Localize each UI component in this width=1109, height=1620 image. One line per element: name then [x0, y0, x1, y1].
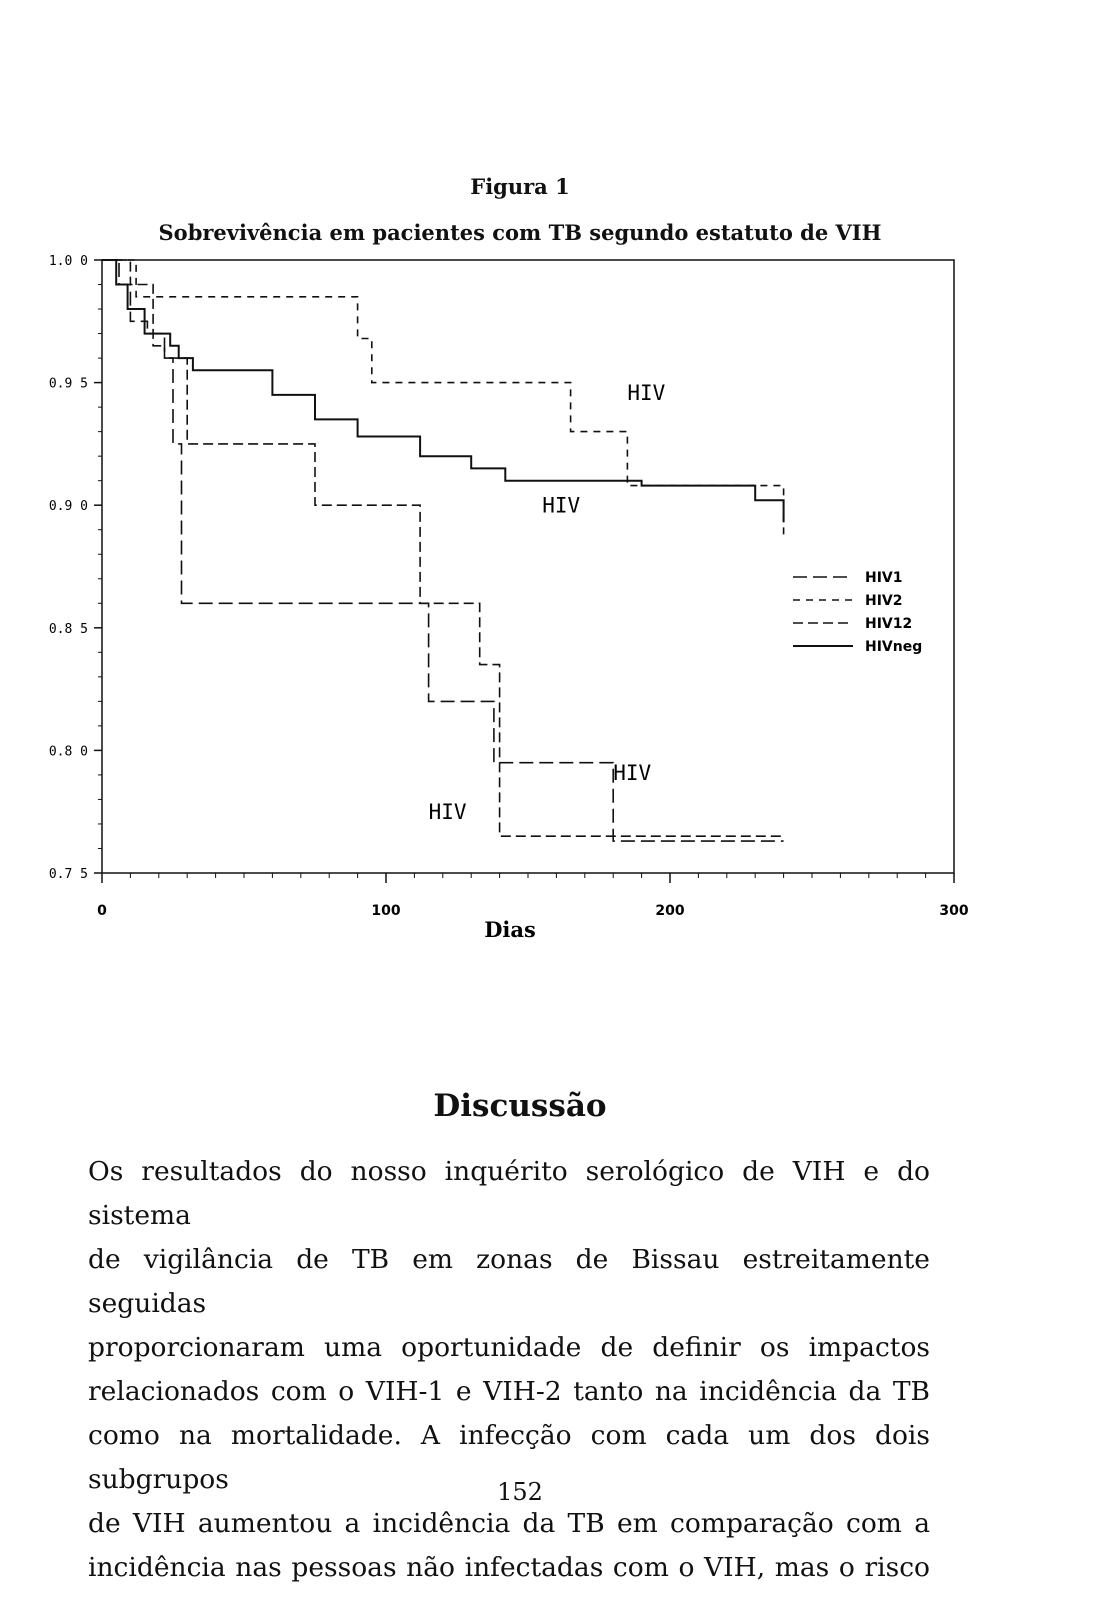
- series-line-hiv1: [102, 260, 784, 841]
- x-tick-label: 0: [97, 903, 107, 919]
- y-axis: [49, 254, 102, 882]
- x-axis-label: Dias: [484, 917, 536, 942]
- page-number: 152: [497, 1478, 543, 1506]
- annotation-layer: [429, 381, 666, 824]
- annotation-label: HIV: [428, 800, 467, 825]
- annotation-label: HIV: [542, 493, 581, 518]
- paragraph-line: proporcionaram uma oportunidade de definir os impactos: [88, 1332, 930, 1363]
- plot-frame: [102, 260, 954, 873]
- x-axis: [97, 873, 969, 919]
- figure-title: Sobrevivência em pacientes com TB segundo estatuto de VIH: [158, 220, 882, 245]
- paragraph-line: de vigilância de TB em zonas de Bissau estreitamente seguidas: [88, 1244, 930, 1319]
- series-line-hiv2: [102, 260, 784, 535]
- annotation-label: HIV: [613, 760, 652, 785]
- x-tick-label: 300: [939, 903, 969, 919]
- body-paragraph: [88, 1150, 930, 1590]
- legend: [793, 570, 922, 655]
- annotation-label: HIV: [627, 380, 666, 405]
- legend-label: HIV2: [865, 593, 903, 609]
- legend-label: HIVneg: [865, 639, 923, 655]
- y-tick-label: 0.9 5: [48, 376, 88, 392]
- paragraph-line: Os resultados do nosso inquérito serológico de VIH e do sistema: [88, 1156, 930, 1231]
- legend-label: HIV1: [865, 570, 903, 586]
- legend-label: HIV12: [865, 616, 913, 632]
- section-heading: Discussão: [433, 1088, 607, 1124]
- paragraph-line: como na mortalidade. A infecção com cada um dos dois subgrupos: [88, 1420, 930, 1495]
- y-tick-label: 0.9 0: [48, 499, 88, 515]
- y-tick-label: 0.8 0: [48, 744, 88, 760]
- paragraph-line: incidência nas pessoas não infectadas com o VIH, mas o risco: [88, 1552, 930, 1583]
- y-tick-label: 0.8 5: [48, 621, 88, 637]
- y-tick-label: 0.7 5: [48, 867, 88, 882]
- series-line-hivneg: [102, 260, 784, 522]
- figure-label: Figura 1: [470, 174, 570, 199]
- x-tick-label: 200: [655, 903, 685, 919]
- y-tick-label: 1.0 0: [48, 254, 88, 269]
- x-tick-label: 100: [371, 903, 401, 919]
- paragraph-line: de VIH aumentou a incidência da TB em comparação com a: [88, 1508, 930, 1539]
- series-layer: [102, 260, 784, 841]
- series-line-hiv12: [102, 260, 784, 836]
- paragraph-line: relacionados com o VIH-1 e VIH-2 tanto na incidência da TB: [88, 1376, 930, 1407]
